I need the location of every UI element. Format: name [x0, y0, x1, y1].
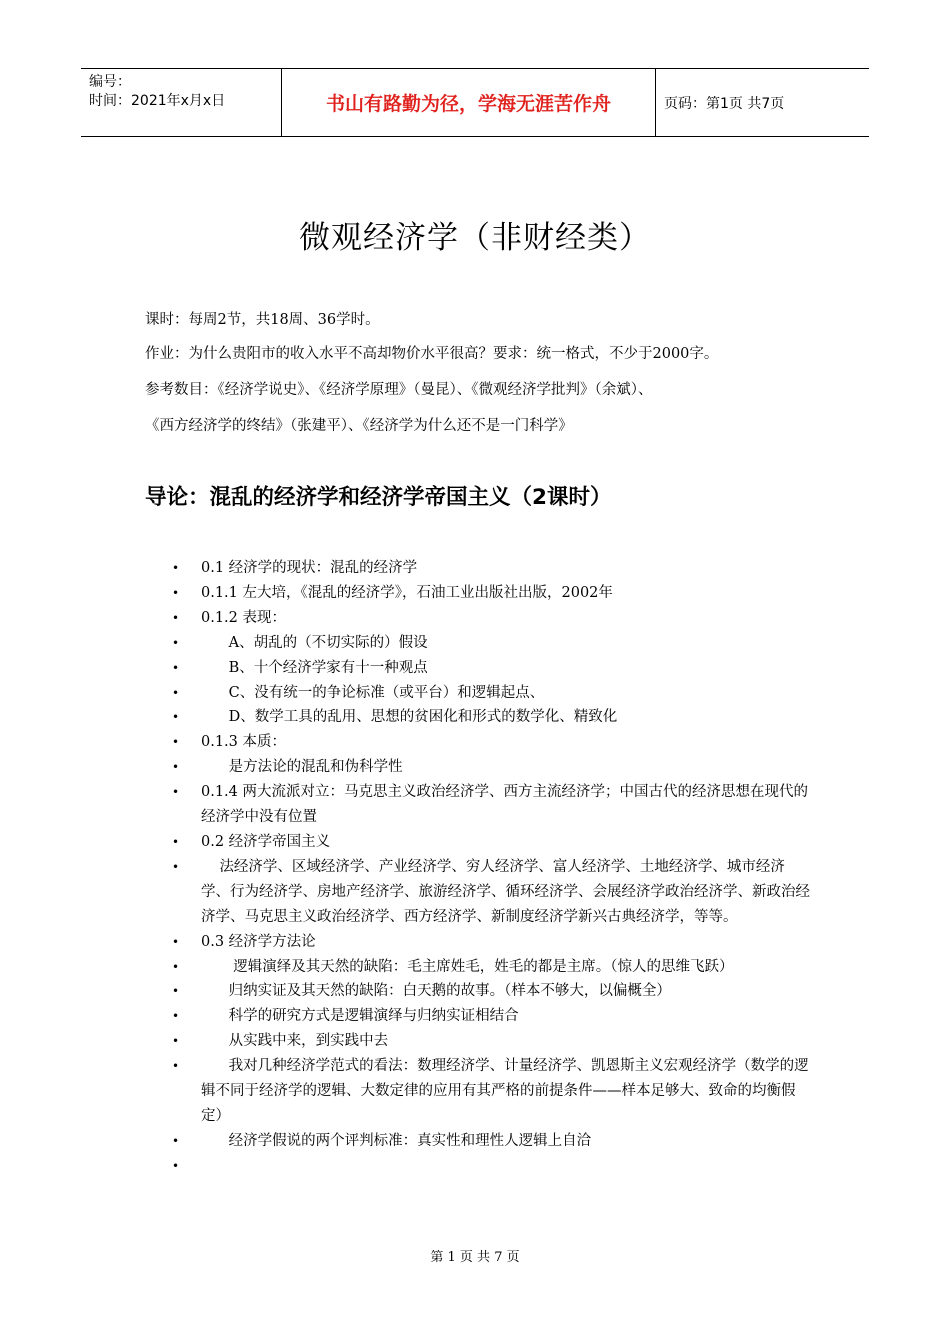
list-item: • 归纳实证及其天然的缺陷：白天鹅的故事。（样本不够大，以偏概全）: [170, 979, 810, 1004]
header-page-label: 页码：第1页 共7页: [664, 95, 785, 112]
list-item: • 经济学假说的两个评判标准：真实性和理性人逻辑上自洽: [170, 1129, 810, 1154]
list-item: • 法经济学、区域经济学、产业经济学、穷人经济学、富人经济学、土地经济学、城市经济学、行为经济学、房地产经济学、旅游经济学、循环经济学、会展经济学政治经济学、新政治经济学、马克思主义政治经济学、西方经济学、新制度经济学新兴古典经济学，等等。: [170, 855, 810, 930]
list-item: • 0.1 经济学的现状：混乱的经济学: [170, 556, 810, 581]
list-item: • A、胡乱的（不切实际的）假设: [170, 631, 810, 656]
list-item: • C、没有统一的争论标准（或平台）和逻辑起点、: [170, 681, 810, 706]
list-item: • D、数学工具的乱用、思想的贫困化和形式的数学化、精致化: [170, 705, 810, 730]
page-header: [81, 68, 869, 137]
list-item: • B、十个经济学家有十一种观点: [170, 656, 810, 681]
number-label: 编号：: [89, 74, 131, 90]
document-title: 微观经济学（非财经类）: [299, 220, 651, 256]
date-label: 时间：2021年x月x日: [89, 93, 226, 109]
outline-list: [170, 556, 810, 1179]
list-item: • 我对几种经济学范式的看法：数理经济学、计量经济学、凯恩斯主义宏观经济学（数学的逻辑不同于经济学的逻辑、大数定律的应用有其严格的前提条件——样本足够大、致命的均衡假定）: [170, 1054, 810, 1129]
list-item: • 0.1.3 本质：: [170, 730, 810, 755]
page-footer: 第 1 页 共 7 页: [430, 1250, 520, 1265]
course-hours: 课时：每周2节，共18周、36学时。: [145, 312, 380, 328]
list-item: • 逻辑演绎及其天然的缺陷：毛主席姓毛，姓毛的都是主席。（惊人的思维飞跃）: [170, 955, 810, 980]
list-item: • 0.1.1 左大培，《混乱的经济学》，石油工业出版社出版，2002年: [170, 581, 810, 606]
list-item: [170, 1154, 810, 1179]
list-item: • 是方法论的混乱和伪科学性: [170, 755, 810, 780]
reference-books-line-2: 《西方经济学的终结》（张建平）、《经济学为什么还不是一门科学》: [145, 418, 573, 434]
list-item: • 从实践中来，到实践中去: [170, 1029, 810, 1054]
header-motto: 书山有路勤为径，学海无涯苦作舟: [281, 69, 656, 136]
section-heading: 导论：混乱的经济学和经济学帝国主义（2课时）: [145, 485, 612, 510]
list-item: • 0.1.2 表现：: [170, 606, 810, 631]
homework-requirement: 作业：为什么贵阳市的收入水平不高却物价水平很高？要求：统一格式，不少于2000字。: [145, 346, 719, 362]
reference-books-line-1: 参考数目：《经济学说史》、《经济学原理》（曼昆）、《微观经济学批判》（余斌）、: [145, 382, 653, 398]
header-info: [81, 69, 281, 136]
list-item: • 0.2 经济学帝国主义: [170, 830, 810, 855]
list-item: • 0.3 经济学方法论: [170, 930, 810, 955]
list-item: • 科学的研究方式是逻辑演绎与归纳实证相结合: [170, 1004, 810, 1029]
list-item: • 0.1.4 两大流派对立：马克思主义政治经济学、西方主流经济学；中国古代的经济思想在现代的经济学中没有位置: [170, 780, 810, 830]
